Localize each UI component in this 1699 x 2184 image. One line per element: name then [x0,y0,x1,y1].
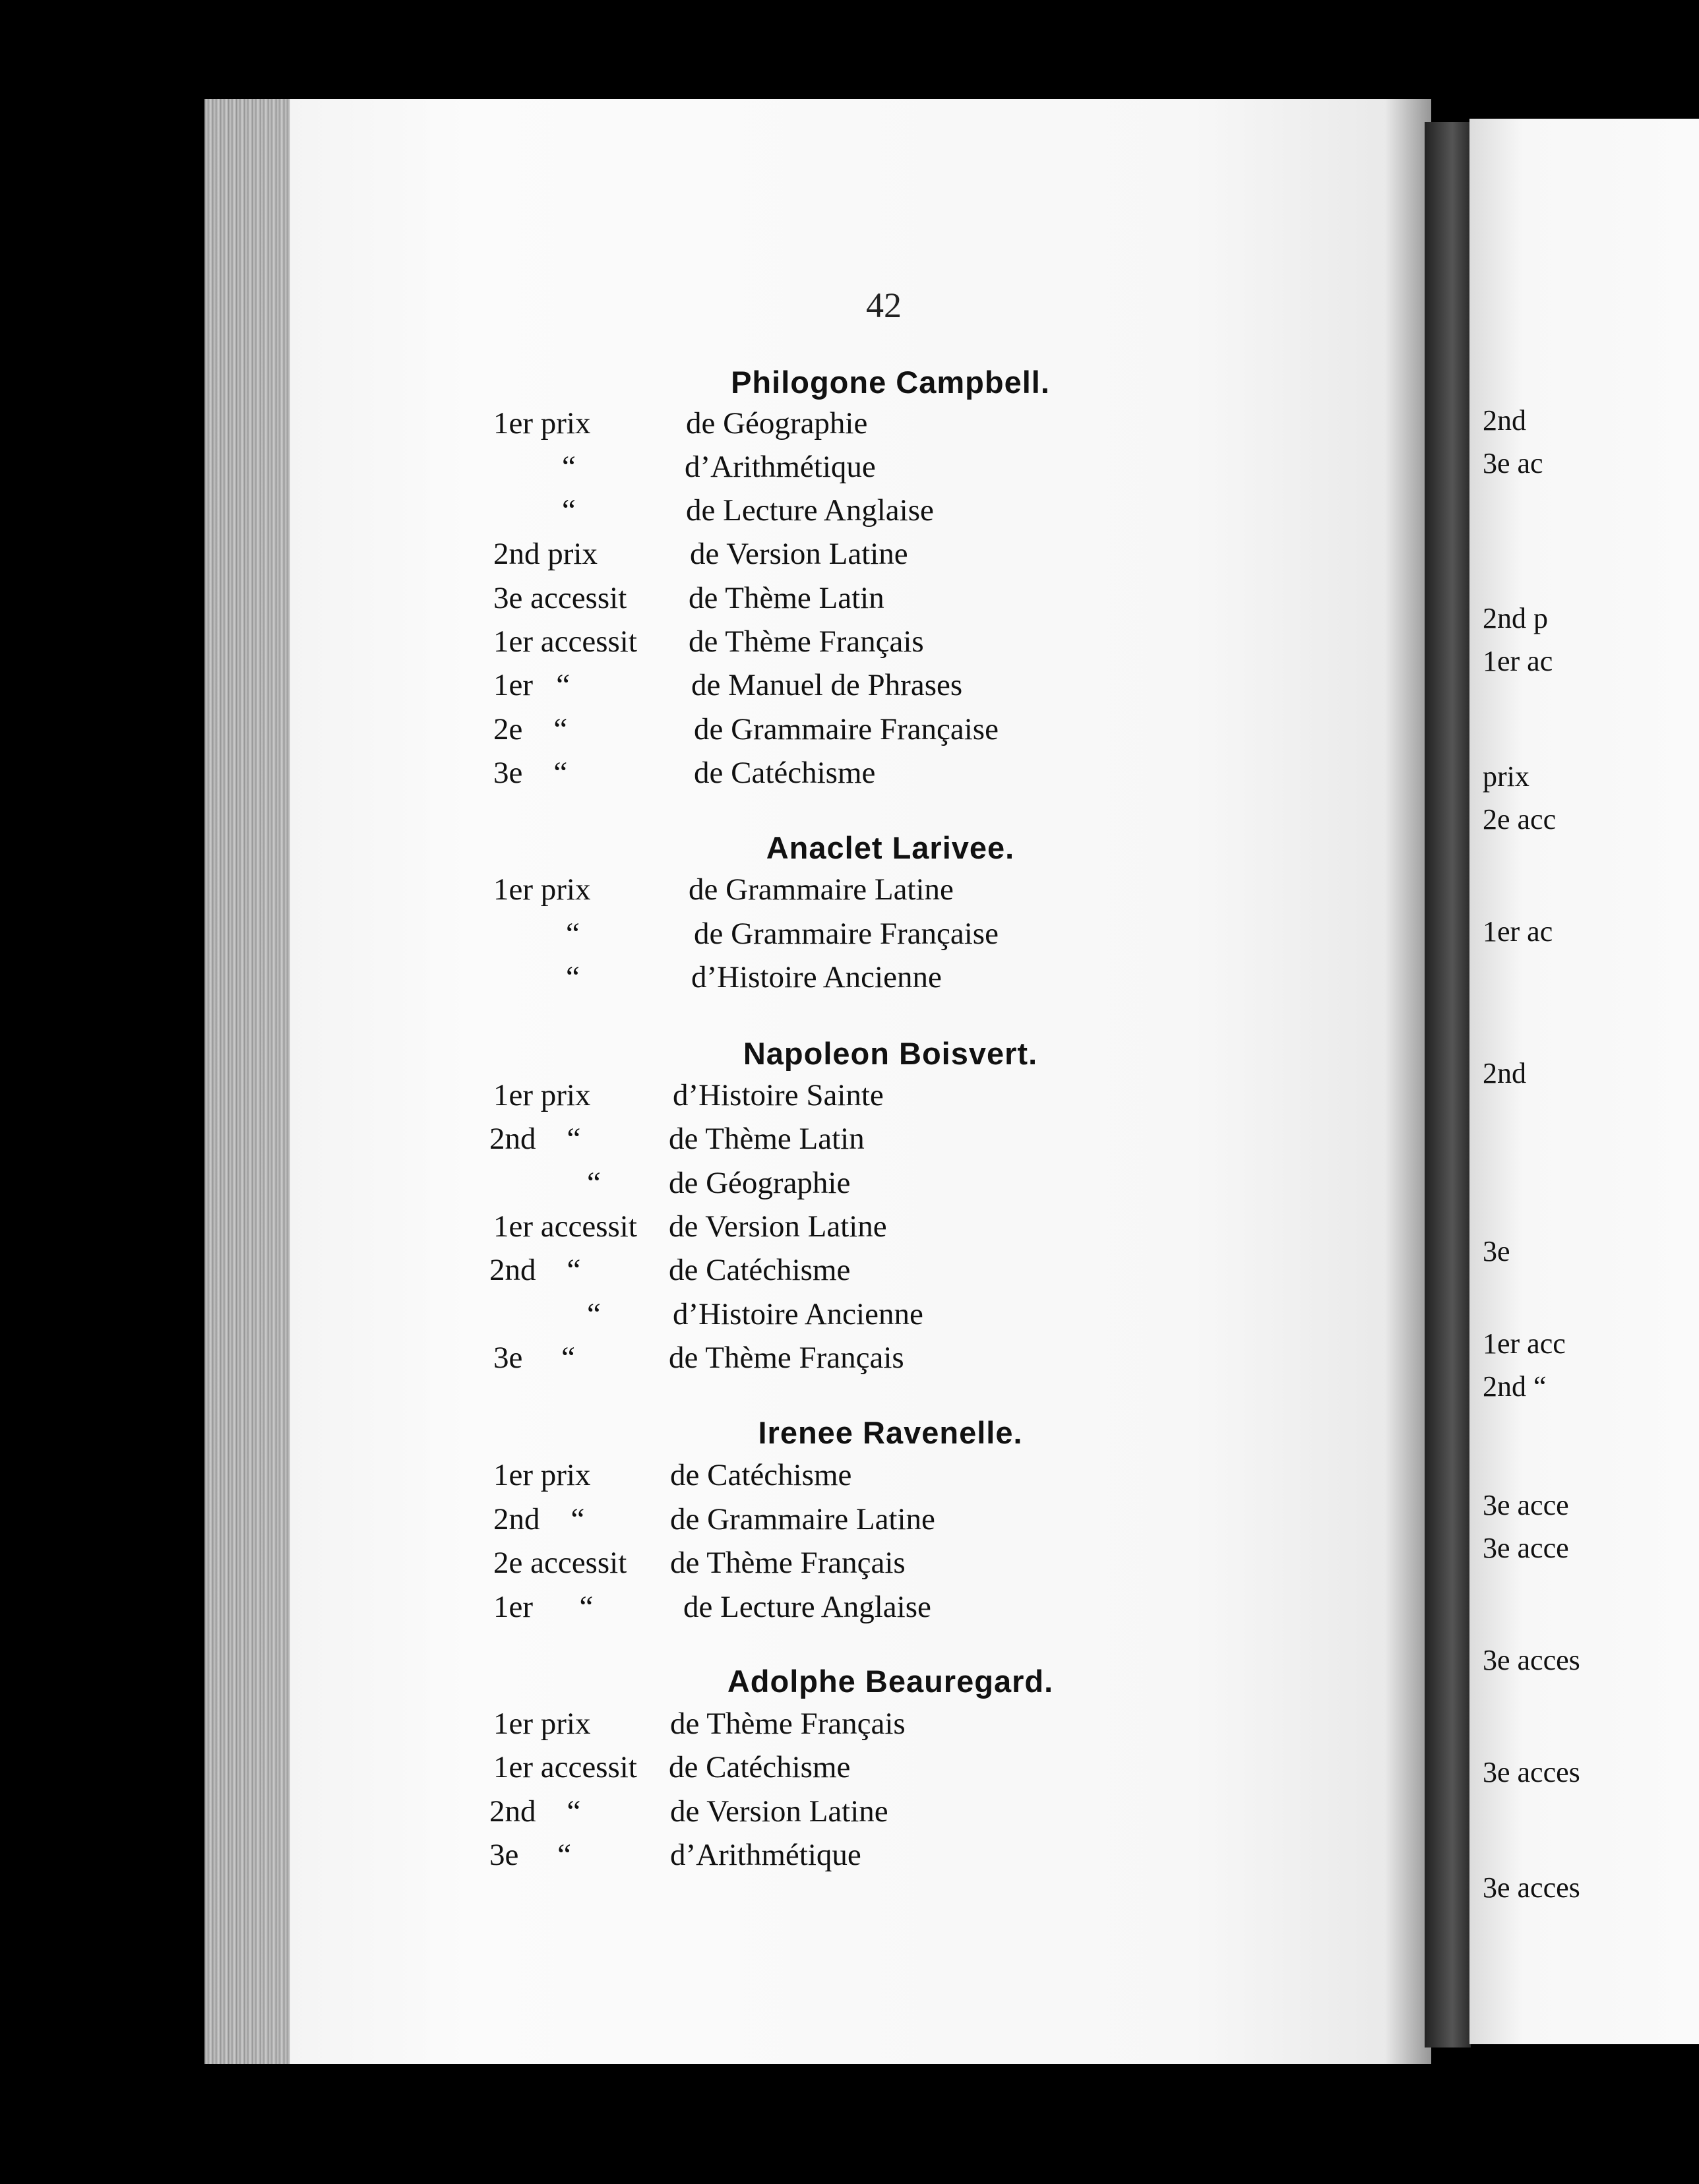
prize-subject: de Catéchisme [670,1458,852,1492]
prize-subject: de Version Latine [690,537,908,571]
prize-rank: 3e “ [489,1838,571,1872]
prize-rank: “ [566,960,580,994]
prize-rank: 3e accessit [493,581,627,615]
prize-subject: de Thème Français [670,1707,906,1741]
prize-subject: d’Histoire Sainte [673,1078,884,1112]
right-page-fragment: 1er acc [1483,1327,1566,1360]
right-page-fragment: 2nd [1483,1057,1526,1089]
prize-subject: de Thème Français [669,1341,904,1375]
prize-subject: d’Arithmétique [670,1838,861,1872]
student-name: Napoleon Boisvert. [743,1036,1038,1071]
prize-subject: de Géographie [686,406,868,440]
prize-rank: 1er “ [493,668,571,702]
prize-subject: de Grammaire Latine [689,872,954,907]
right-page-fragment: 3e acce [1483,1532,1569,1564]
right-page-fragment: 3e acces [1483,1644,1580,1676]
prize-rank: 1er accessit [493,624,637,659]
prize-subject: de Thème Français [689,624,924,659]
prize-subject: de Version Latine [669,1209,887,1244]
prize-rank: 2nd prix [493,537,598,571]
student-name: Anaclet Larivee. [766,830,1015,865]
right-page-fragment: prix [1483,760,1529,793]
prize-rank: 2e accessit [493,1546,627,1580]
prize-subject: de Thème Français [670,1546,906,1580]
prize-rank: 1er prix [493,406,591,440]
student-name: Irenee Ravenelle. [758,1415,1023,1450]
prize-subject: de Catéchisme [669,1750,851,1784]
prize-subject: de Thème Latin [689,581,884,615]
prize-rank: 1er prix [493,1707,591,1741]
prize-subject: de Catéchisme [694,756,876,790]
prize-rank: 1er “ [493,1590,594,1624]
right-page-fragment: 3e acces [1483,1871,1580,1904]
right-page-fragment: 2e acc [1483,803,1557,835]
prize-subject: de Grammaire Française [694,712,999,746]
prize-subject: de Géographie [669,1166,851,1200]
right-page [1469,119,1699,2044]
student-name: Adolphe Beauregard. [727,1664,1054,1699]
prize-rank: 1er prix [493,872,591,907]
right-page-fragment: 3e acce [1483,1489,1569,1521]
prize-rank: 2nd “ [493,1502,585,1536]
page-edge [204,99,290,2064]
right-page-fragment: 2nd “ [1483,1370,1547,1403]
prize-subject: d’Histoire Ancienne [673,1297,923,1331]
prize-subject: de Lecture Anglaise [686,493,934,528]
prize-subject: de Lecture Anglaise [683,1590,931,1624]
student-name: Philogone Campbell. [731,365,1050,400]
right-page-fragment: 1er ac [1483,915,1553,948]
right-page-fragment: 3e acces [1483,1756,1580,1788]
prize-subject: de Grammaire Latine [670,1502,935,1536]
prize-rank: 2nd “ [489,1253,581,1287]
prize-rank: “ [562,450,576,484]
prize-rank: “ [566,917,580,951]
prize-rank: 3e “ [493,756,568,790]
page-number: 42 [866,286,902,325]
book-gutter [1425,122,1471,2048]
right-page-fragment: 3e ac [1483,447,1543,479]
prize-subject: de Manuel de Phrases [691,668,963,702]
prize-rank: “ [587,1297,601,1331]
right-page-fragment: 1er ac [1483,645,1553,677]
prize-rank: 3e “ [493,1341,575,1375]
prize-rank: 1er accessit [493,1209,637,1244]
prize-rank: “ [562,493,576,528]
prize-rank: 2nd “ [489,1122,581,1156]
prize-rank: “ [587,1166,601,1200]
prize-subject: de Version Latine [670,1794,888,1829]
right-page-fragment: 2nd [1483,404,1526,437]
prize-subject: d’Arithmétique [685,450,876,484]
prize-rank: 2nd “ [489,1794,581,1829]
prize-subject: de Grammaire Française [694,917,999,951]
prize-rank: 1er accessit [493,1750,637,1784]
prize-subject: de Thème Latin [669,1122,865,1156]
prize-rank: 1er prix [493,1458,591,1492]
prize-rank: 1er prix [493,1078,591,1112]
prize-subject: d’Histoire Ancienne [691,960,942,994]
prize-rank: 2e “ [493,712,568,746]
right-page-fragment: 3e [1483,1235,1510,1267]
right-page-fragment: 2nd p [1483,602,1548,634]
prize-subject: de Catéchisme [669,1253,851,1287]
